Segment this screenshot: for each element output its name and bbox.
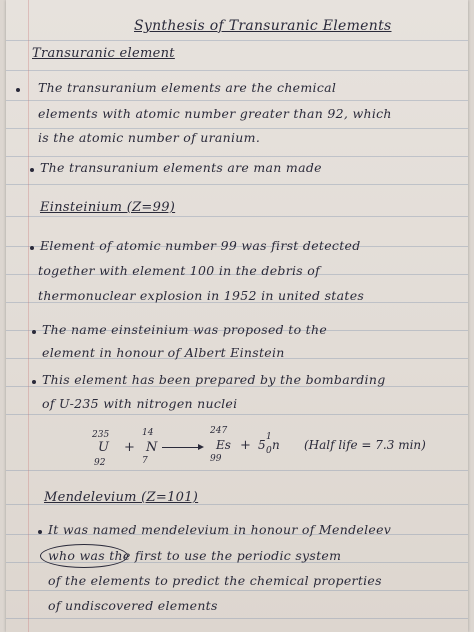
- ruled-line: [6, 414, 468, 415]
- neutron-atomic-number: 0: [266, 446, 272, 456]
- es-symbol: Es: [216, 438, 231, 452]
- text-line: together with element 100 in the debris of: [38, 263, 321, 278]
- ruled-line: [6, 100, 468, 101]
- es-mass-number: 247: [210, 426, 228, 436]
- section-heading-mendelevium: Mendelevium (Z=101): [44, 490, 199, 505]
- margin-line: [28, 0, 29, 632]
- text-line: who was the first to use the periodic system: [48, 548, 342, 563]
- ruled-line: [6, 470, 468, 471]
- text-line: Element of atomic number 99 was first detected: [40, 238, 361, 253]
- u-atomic-number: 92: [94, 458, 106, 468]
- hand-drawn-circle: [40, 544, 128, 568]
- bullet: [38, 530, 42, 534]
- ruled-line: [6, 184, 468, 185]
- neutron-mass-number: 1: [266, 432, 272, 442]
- text-line: The name einsteinium was proposed to the: [42, 322, 328, 337]
- neutron-symbol: n: [272, 438, 280, 452]
- text-line: elements with atomic number greater than 92, which: [38, 106, 392, 121]
- section-heading-transuranic: Transuranic element: [32, 46, 175, 61]
- section-heading-einsteinium: Einsteinium (Z=99): [40, 200, 176, 215]
- ruled-line: [6, 618, 468, 619]
- text-line: thermonuclear explosion in 1952 in united states: [38, 288, 365, 303]
- text-line: of the elements to predict the chemical properties: [48, 573, 382, 588]
- reaction-arrow: [162, 447, 200, 448]
- n-symbol: N: [146, 440, 158, 455]
- text-line: It was named mendelevium in honour of Mendeleev: [48, 522, 392, 537]
- ruled-line: [6, 128, 468, 129]
- plus-sign: +: [124, 440, 135, 455]
- text-line: The transuranium elements are man made: [40, 160, 322, 175]
- arrow-head-icon: [198, 444, 204, 450]
- ruled-line: [6, 70, 468, 71]
- half-life-note: (Half life = 7.3 min): [304, 438, 426, 452]
- n-mass-number: 14: [142, 428, 154, 438]
- ruled-line: [6, 156, 468, 157]
- text-line: element in honour of Albert Einstein: [42, 345, 285, 360]
- ruled-line: [6, 40, 468, 41]
- notebook-page: [6, 0, 468, 632]
- page-title: Synthesis of Transuranic Elements: [134, 18, 392, 34]
- bullet: [32, 380, 36, 384]
- text-line: This element has been prepared by the bombarding: [42, 372, 386, 387]
- u-symbol: U: [98, 440, 109, 455]
- ruled-line: [6, 216, 468, 217]
- bullet: [32, 330, 36, 334]
- text-line: is the atomic number of uranium.: [38, 130, 261, 145]
- bullet: [30, 168, 34, 172]
- bullet: [16, 88, 20, 92]
- es-atomic-number: 99: [210, 454, 222, 464]
- text-line: of undiscovered elements: [48, 598, 218, 613]
- n-atomic-number: 7: [142, 456, 148, 466]
- ruled-line: [6, 590, 468, 591]
- text-line: The transuranium elements are the chemical: [38, 80, 337, 95]
- neutron-coefficient: 5: [258, 438, 266, 452]
- plus-sign: +: [240, 438, 251, 453]
- u-mass-number: 235: [92, 430, 110, 440]
- bullet: [30, 246, 34, 250]
- text-line: of U-235 with nitrogen nuclei: [42, 396, 238, 411]
